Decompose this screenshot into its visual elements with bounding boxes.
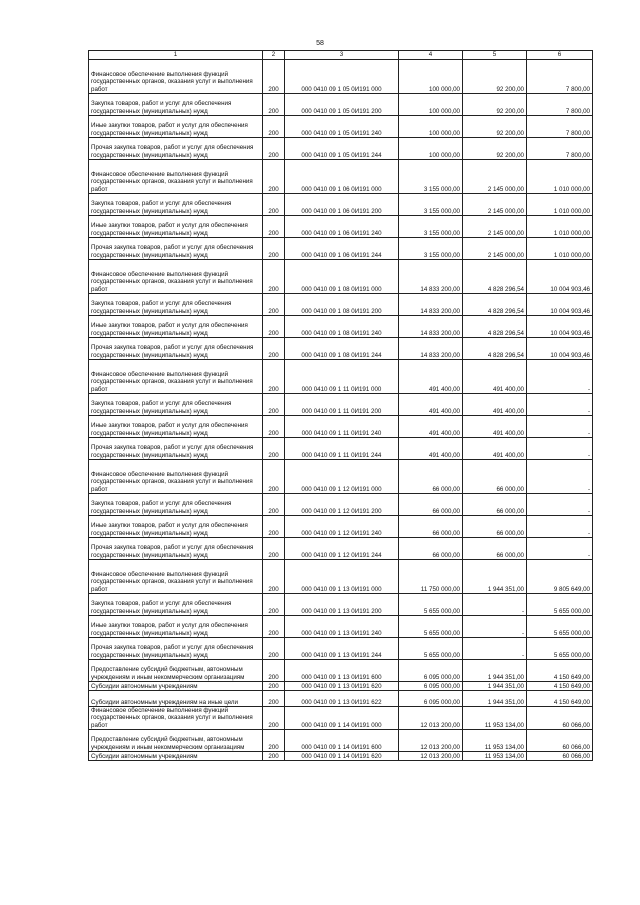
table-row (89, 138, 593, 160)
row-executed-amount-cell: 66 000,00 (463, 538, 527, 560)
row-line-code-cell: 200 (263, 616, 285, 638)
row-approved-amount-cell: 12 013 200,00 (399, 707, 463, 730)
row-classification-code-cell: 000 0410 09 1 12 0И191 000 (285, 460, 399, 494)
row-classification-code-cell: 000 0410 09 1 11 0И191 240 (285, 416, 399, 438)
row-unexecuted-amount-cell: 10 004 903,46 (527, 316, 593, 338)
row-approved-amount-cell: 100 000,00 (399, 116, 463, 138)
row-executed-amount-cell: 2 145 000,00 (463, 238, 527, 260)
row-approved-amount-cell: 66 000,00 (399, 494, 463, 516)
row-executed-amount-cell: 4 828 296,54 (463, 316, 527, 338)
row-classification-code-cell: 000 0410 09 1 11 0И191 244 (285, 438, 399, 460)
row-line-code-cell: 200 (263, 260, 285, 294)
table-row (89, 360, 593, 394)
row-unexecuted-amount-cell: 60 066,00 (527, 729, 593, 751)
table-row (89, 594, 593, 616)
row-approved-amount-cell: 5 655 000,00 (399, 638, 463, 660)
row-name-cell: Финансовое обеспечение выполнения функций государственных органов, оказания услуг и выполнения работ (89, 460, 263, 494)
row-classification-code-cell: 000 0410 09 1 05 0И191 240 (285, 116, 399, 138)
row-approved-amount-cell: 3 155 000,00 (399, 238, 463, 260)
report-table-container (88, 50, 592, 761)
row-line-code-cell: 200 (263, 438, 285, 460)
table-row (89, 691, 593, 707)
row-name-cell: Прочая закупка товаров, работ и услуг для обеспечения государственных (муниципальных) нужд (89, 438, 263, 460)
row-unexecuted-amount-cell: 5 655 000,00 (527, 638, 593, 660)
row-classification-code-cell: 000 0410 09 1 06 0И191 000 (285, 160, 399, 194)
table-row (89, 160, 593, 194)
row-approved-amount-cell: 100 000,00 (399, 94, 463, 116)
row-classification-code-cell: 000 0410 09 1 06 0И191 244 (285, 238, 399, 260)
row-classification-code-cell: 000 0410 09 1 13 0И191 620 (285, 682, 399, 691)
row-line-code-cell: 200 (263, 116, 285, 138)
budget-table (88, 50, 593, 761)
row-classification-code-cell: 000 0410 09 1 13 0И191 244 (285, 638, 399, 660)
row-classification-code-cell: 000 0410 09 1 14 0И191 000 (285, 707, 399, 730)
row-name-cell: Прочая закупка товаров, работ и услуг для обеспечения государственных (муниципальных) нужд (89, 138, 263, 160)
row-executed-amount-cell: 1 944 351,00 (463, 660, 527, 682)
row-name-cell: Финансовое обеспечение выполнения функций государственных органов, оказания услуг и выполнения работ (89, 360, 263, 394)
row-name-cell: Прочая закупка товаров, работ и услуг для обеспечения государственных (муниципальных) нужд (89, 238, 263, 260)
row-classification-code-cell: 000 0410 09 1 12 0И191 200 (285, 494, 399, 516)
row-unexecuted-amount-cell: - (527, 416, 593, 438)
row-name-cell: Закупка товаров, работ и услуг для обеспечения государственных (муниципальных) нужд (89, 94, 263, 116)
row-name-cell: Финансовое обеспечение выполнения функций государственных органов, оказания услуг и выполнения работ (89, 707, 263, 730)
table-body (89, 60, 593, 761)
column-number-row (89, 51, 593, 60)
row-name-cell: Предоставление субсидий бюджетным, автономным учреждениям и иным некоммерческим организациям (89, 660, 263, 682)
table-row (89, 338, 593, 360)
row-line-code-cell: 200 (263, 60, 285, 94)
page-number: 58 (316, 40, 324, 47)
row-unexecuted-amount-cell: 10 004 903,46 (527, 338, 593, 360)
table-row (89, 660, 593, 682)
row-classification-code-cell: 000 0410 09 1 05 0И191 244 (285, 138, 399, 160)
row-classification-code-cell: 000 0410 09 1 06 0И191 240 (285, 216, 399, 238)
row-name-cell: Предоставление субсидий бюджетным, автономным учреждениям и иным некоммерческим организациям (89, 729, 263, 751)
row-line-code-cell: 200 (263, 216, 285, 238)
row-unexecuted-amount-cell: - (527, 394, 593, 416)
row-line-code-cell: 200 (263, 594, 285, 616)
row-unexecuted-amount-cell: 5 655 000,00 (527, 594, 593, 616)
column-header-1: 1 (89, 51, 263, 60)
row-unexecuted-amount-cell: 4 150 649,00 (527, 682, 593, 691)
row-line-code-cell: 200 (263, 516, 285, 538)
table-row (89, 260, 593, 294)
row-name-cell: Закупка товаров, работ и услуг для обеспечения государственных (муниципальных) нужд (89, 594, 263, 616)
row-executed-amount-cell: 66 000,00 (463, 460, 527, 494)
row-name-cell: Закупка товаров, работ и услуг для обеспечения государственных (муниципальных) нужд (89, 194, 263, 216)
table-row (89, 316, 593, 338)
row-approved-amount-cell: 491 400,00 (399, 416, 463, 438)
row-line-code-cell: 200 (263, 338, 285, 360)
row-classification-code-cell: 000 0410 09 1 14 0И191 600 (285, 729, 399, 751)
row-name-cell: Финансовое обеспечение выполнения функций государственных органов, оказания услуг и выполнения работ (89, 560, 263, 594)
table-row (89, 60, 593, 94)
row-approved-amount-cell: 491 400,00 (399, 394, 463, 416)
row-approved-amount-cell: 5 655 000,00 (399, 616, 463, 638)
row-executed-amount-cell: 491 400,00 (463, 394, 527, 416)
column-header-2: 2 (263, 51, 285, 60)
row-executed-amount-cell: 92 200,00 (463, 60, 527, 94)
row-approved-amount-cell: 14 833 200,00 (399, 316, 463, 338)
row-classification-code-cell: 000 0410 09 1 11 0И191 000 (285, 360, 399, 394)
row-executed-amount-cell: 2 145 000,00 (463, 216, 527, 238)
row-unexecuted-amount-cell: 7 800,00 (527, 138, 593, 160)
row-line-code-cell: 200 (263, 494, 285, 516)
column-header-5: 5 (463, 51, 527, 60)
row-line-code-cell: 200 (263, 538, 285, 560)
row-unexecuted-amount-cell: 1 010 000,00 (527, 160, 593, 194)
row-classification-code-cell: 000 0410 09 1 13 0И191 622 (285, 691, 399, 707)
row-executed-amount-cell: 11 953 134,00 (463, 729, 527, 751)
row-name-cell: Иные закупки товаров, работ и услуг для обеспечения государственных (муниципальных) нужд (89, 616, 263, 638)
row-executed-amount-cell: 1 944 351,00 (463, 560, 527, 594)
row-unexecuted-amount-cell: - (527, 494, 593, 516)
row-unexecuted-amount-cell: 4 150 649,00 (527, 691, 593, 707)
row-approved-amount-cell: 66 000,00 (399, 538, 463, 560)
row-executed-amount-cell: - (463, 594, 527, 616)
row-executed-amount-cell: 66 000,00 (463, 516, 527, 538)
row-approved-amount-cell: 100 000,00 (399, 138, 463, 160)
row-approved-amount-cell: 14 833 200,00 (399, 294, 463, 316)
row-classification-code-cell: 000 0410 09 1 14 0И191 620 (285, 751, 399, 760)
row-classification-code-cell: 000 0410 09 1 12 0И191 244 (285, 538, 399, 560)
row-line-code-cell: 200 (263, 160, 285, 194)
table-row (89, 516, 593, 538)
row-line-code-cell: 200 (263, 394, 285, 416)
row-line-code-cell: 200 (263, 560, 285, 594)
table-row (89, 294, 593, 316)
row-unexecuted-amount-cell: 4 150 649,00 (527, 660, 593, 682)
row-unexecuted-amount-cell: 5 655 000,00 (527, 616, 593, 638)
row-unexecuted-amount-cell: 1 010 000,00 (527, 216, 593, 238)
row-executed-amount-cell: - (463, 616, 527, 638)
column-header-6: 6 (527, 51, 593, 60)
row-name-cell: Иные закупки товаров, работ и услуг для обеспечения государственных (муниципальных) нужд (89, 316, 263, 338)
row-approved-amount-cell: 3 155 000,00 (399, 160, 463, 194)
row-classification-code-cell: 000 0410 09 1 08 0И191 200 (285, 294, 399, 316)
row-unexecuted-amount-cell: 60 066,00 (527, 707, 593, 730)
row-unexecuted-amount-cell: 1 010 000,00 (527, 238, 593, 260)
row-unexecuted-amount-cell: 10 004 903,46 (527, 260, 593, 294)
row-executed-amount-cell: 491 400,00 (463, 438, 527, 460)
row-approved-amount-cell: 12 013 200,00 (399, 729, 463, 751)
row-name-cell: Прочая закупка товаров, работ и услуг для обеспечения государственных (муниципальных) нужд (89, 638, 263, 660)
row-executed-amount-cell: 92 200,00 (463, 116, 527, 138)
row-classification-code-cell: 000 0410 09 1 05 0И191 000 (285, 60, 399, 94)
row-name-cell: Закупка товаров, работ и услуг для обеспечения государственных (муниципальных) нужд (89, 494, 263, 516)
table-row (89, 438, 593, 460)
row-approved-amount-cell: 491 400,00 (399, 438, 463, 460)
row-unexecuted-amount-cell: 9 805 649,00 (527, 560, 593, 594)
row-name-cell: Иные закупки товаров, работ и услуг для обеспечения государственных (муниципальных) нужд (89, 216, 263, 238)
row-line-code-cell: 200 (263, 138, 285, 160)
row-approved-amount-cell: 6 095 000,00 (399, 660, 463, 682)
row-classification-code-cell: 000 0410 09 1 13 0И191 200 (285, 594, 399, 616)
row-line-code-cell: 200 (263, 360, 285, 394)
row-approved-amount-cell: 12 013 200,00 (399, 751, 463, 760)
row-approved-amount-cell: 14 833 200,00 (399, 338, 463, 360)
row-name-cell: Иные закупки товаров, работ и услуг для обеспечения государственных (муниципальных) нужд (89, 516, 263, 538)
row-approved-amount-cell: 491 400,00 (399, 360, 463, 394)
table-row (89, 94, 593, 116)
row-executed-amount-cell: 491 400,00 (463, 416, 527, 438)
row-approved-amount-cell: 66 000,00 (399, 460, 463, 494)
row-classification-code-cell: 000 0410 09 1 08 0И191 244 (285, 338, 399, 360)
row-name-cell: Финансовое обеспечение выполнения функций государственных органов, оказания услуг и выполнения работ (89, 260, 263, 294)
row-executed-amount-cell: 4 828 296,54 (463, 294, 527, 316)
table-row (89, 460, 593, 494)
row-approved-amount-cell: 14 833 200,00 (399, 260, 463, 294)
table-row (89, 707, 593, 730)
row-name-cell: Субсидии автономным учреждениям (89, 751, 263, 760)
table-row (89, 238, 593, 260)
row-line-code-cell: 200 (263, 316, 285, 338)
row-line-code-cell: 200 (263, 691, 285, 707)
table-row (89, 538, 593, 560)
row-line-code-cell: 200 (263, 94, 285, 116)
table-row (89, 751, 593, 760)
row-unexecuted-amount-cell: 7 800,00 (527, 94, 593, 116)
row-classification-code-cell: 000 0410 09 1 08 0И191 000 (285, 260, 399, 294)
table-row (89, 560, 593, 594)
row-name-cell: Субсидии автономным учреждениям (89, 682, 263, 691)
row-line-code-cell: 200 (263, 194, 285, 216)
row-approved-amount-cell: 3 155 000,00 (399, 194, 463, 216)
row-line-code-cell: 200 (263, 460, 285, 494)
table-row (89, 682, 593, 691)
row-approved-amount-cell: 6 095 000,00 (399, 691, 463, 707)
row-classification-code-cell: 000 0410 09 1 05 0И191 200 (285, 94, 399, 116)
row-approved-amount-cell: 100 000,00 (399, 60, 463, 94)
row-classification-code-cell: 000 0410 09 1 12 0И191 240 (285, 516, 399, 538)
row-executed-amount-cell: 2 145 000,00 (463, 160, 527, 194)
row-classification-code-cell: 000 0410 09 1 08 0И191 240 (285, 316, 399, 338)
row-approved-amount-cell: 3 155 000,00 (399, 216, 463, 238)
row-unexecuted-amount-cell: - (527, 516, 593, 538)
row-name-cell: Закупка товаров, работ и услуг для обеспечения государственных (муниципальных) нужд (89, 294, 263, 316)
row-name-cell: Закупка товаров, работ и услуг для обеспечения государственных (муниципальных) нужд (89, 394, 263, 416)
row-name-cell: Прочая закупка товаров, работ и услуг для обеспечения государственных (муниципальных) нужд (89, 338, 263, 360)
row-name-cell: Прочая закупка товаров, работ и услуг для обеспечения государственных (муниципальных) нужд (89, 538, 263, 560)
row-executed-amount-cell: 4 828 296,54 (463, 338, 527, 360)
row-executed-amount-cell: 2 145 000,00 (463, 194, 527, 216)
row-executed-amount-cell: 11 953 134,00 (463, 751, 527, 760)
row-line-code-cell: 200 (263, 416, 285, 438)
row-unexecuted-amount-cell: 1 010 000,00 (527, 194, 593, 216)
table-row (89, 394, 593, 416)
row-executed-amount-cell: 92 200,00 (463, 138, 527, 160)
row-line-code-cell: 200 (263, 638, 285, 660)
column-header-4: 4 (399, 51, 463, 60)
row-line-code-cell: 200 (263, 682, 285, 691)
row-approved-amount-cell: 66 000,00 (399, 516, 463, 538)
row-executed-amount-cell: 4 828 296,54 (463, 260, 527, 294)
row-approved-amount-cell: 6 095 000,00 (399, 682, 463, 691)
table-row (89, 494, 593, 516)
row-unexecuted-amount-cell: 10 004 903,46 (527, 294, 593, 316)
row-executed-amount-cell: 66 000,00 (463, 494, 527, 516)
row-executed-amount-cell: 1 944 351,00 (463, 691, 527, 707)
row-unexecuted-amount-cell: - (527, 438, 593, 460)
row-unexecuted-amount-cell: - (527, 360, 593, 394)
table-row (89, 729, 593, 751)
row-line-code-cell: 200 (263, 238, 285, 260)
row-classification-code-cell: 000 0410 09 1 06 0И191 200 (285, 194, 399, 216)
row-name-cell: Иные закупки товаров, работ и услуг для обеспечения государственных (муниципальных) нужд (89, 416, 263, 438)
row-line-code-cell: 200 (263, 660, 285, 682)
row-unexecuted-amount-cell: 7 800,00 (527, 60, 593, 94)
row-executed-amount-cell: 1 944 351,00 (463, 682, 527, 691)
row-executed-amount-cell: 491 400,00 (463, 360, 527, 394)
row-executed-amount-cell: 92 200,00 (463, 94, 527, 116)
row-unexecuted-amount-cell: 60 066,00 (527, 751, 593, 760)
column-header-3: 3 (285, 51, 399, 60)
row-approved-amount-cell: 11 750 000,00 (399, 560, 463, 594)
row-executed-amount-cell: 11 953 134,00 (463, 707, 527, 730)
row-unexecuted-amount-cell: 7 800,00 (527, 116, 593, 138)
row-line-code-cell: 200 (263, 294, 285, 316)
row-classification-code-cell: 000 0410 09 1 11 0И191 200 (285, 394, 399, 416)
row-line-code-cell: 200 (263, 707, 285, 730)
row-name-cell: Субсидии автономным учреждениям на иные цели (89, 691, 263, 707)
row-line-code-cell: 200 (263, 751, 285, 760)
table-row (89, 116, 593, 138)
table-row (89, 616, 593, 638)
row-name-cell: Иные закупки товаров, работ и услуг для обеспечения государственных (муниципальных) нужд (89, 116, 263, 138)
row-unexecuted-amount-cell: - (527, 538, 593, 560)
table-row (89, 638, 593, 660)
table-row (89, 416, 593, 438)
row-classification-code-cell: 000 0410 09 1 13 0И191 000 (285, 560, 399, 594)
table-row (89, 194, 593, 216)
row-name-cell: Финансовое обеспечение выполнения функций государственных органов, оказания услуг и выполнения работ (89, 60, 263, 94)
row-executed-amount-cell: - (463, 638, 527, 660)
row-name-cell: Финансовое обеспечение выполнения функций государственных органов, оказания услуг и выполнения работ (89, 160, 263, 194)
row-line-code-cell: 200 (263, 729, 285, 751)
row-approved-amount-cell: 5 655 000,00 (399, 594, 463, 616)
row-classification-code-cell: 000 0410 09 1 13 0И191 240 (285, 616, 399, 638)
row-classification-code-cell: 000 0410 09 1 13 0И191 600 (285, 660, 399, 682)
row-unexecuted-amount-cell: - (527, 460, 593, 494)
table-row (89, 216, 593, 238)
